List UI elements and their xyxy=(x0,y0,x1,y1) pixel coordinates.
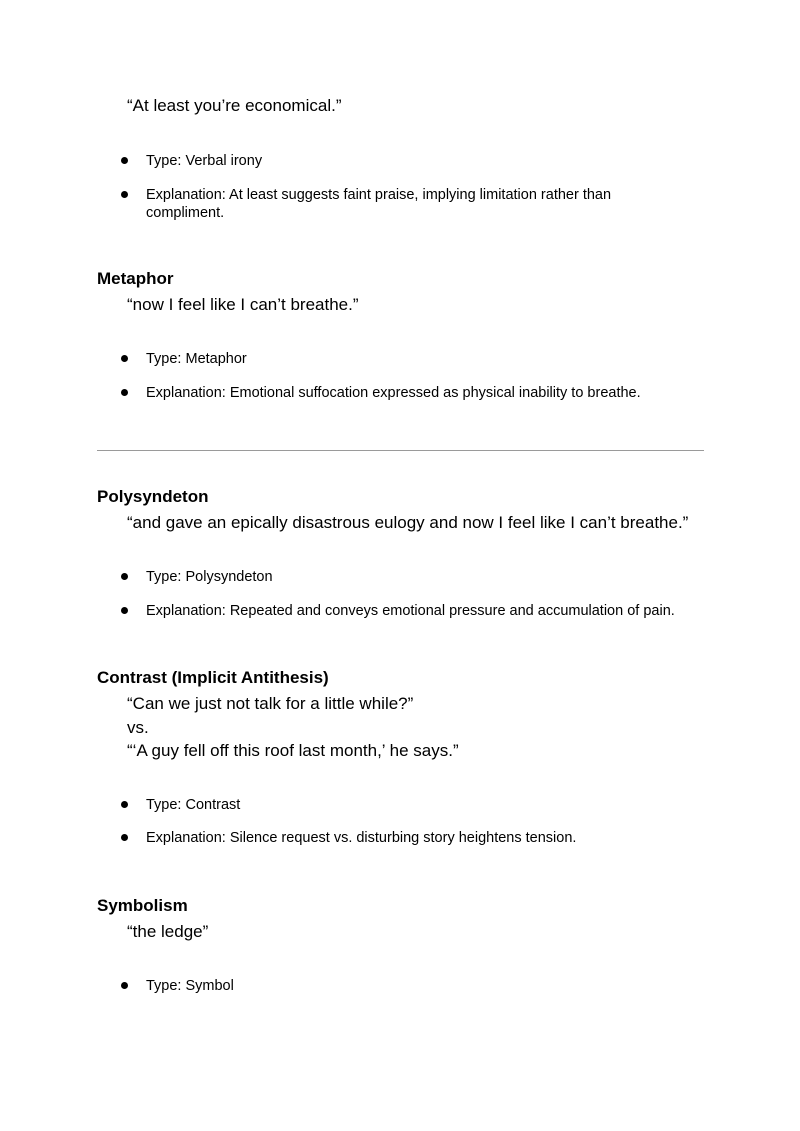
quote-text: “‘A guy fell off this roof last month,’ he says.” xyxy=(127,741,459,760)
bullet-icon xyxy=(121,355,128,362)
explanation-text: Explanation: At least suggests faint praise, implying limitation rather than compliment. xyxy=(146,187,612,221)
explanation-text: Explanation: Repeated and conveys emotional pressure and accumulation of pain. xyxy=(146,603,675,619)
type-text: Type: Metaphor xyxy=(146,351,247,367)
quote-text: “now I feel like I can’t breathe.” xyxy=(127,295,359,314)
quote-text: “At least you’re economical.” xyxy=(127,96,342,115)
bullet-icon xyxy=(121,834,128,841)
quote-text: “and gave an epically disastrous eulogy and now I feel like I can’t breathe.” xyxy=(127,513,689,532)
bullet-icon xyxy=(121,573,128,580)
explanation-text: Explanation: Silence request vs. disturbing story heightens tension. xyxy=(146,830,577,846)
section-heading: Polysyndeton xyxy=(97,487,209,506)
type-text: Type: Polysyndeton xyxy=(146,569,273,585)
bullet-icon xyxy=(121,607,128,614)
quote-text: vs. xyxy=(127,718,149,737)
type-text: Type: Contrast xyxy=(146,797,241,813)
explanation-text: Explanation: Emotional suffocation expressed as physical inability to breathe. xyxy=(146,385,641,401)
bullet-icon xyxy=(121,191,128,198)
bullet-icon xyxy=(121,801,128,808)
bullet-icon xyxy=(121,157,128,164)
type-text: Type: Symbol xyxy=(146,978,234,994)
horizontal-divider xyxy=(97,450,704,451)
bullet-icon xyxy=(121,389,128,396)
section-heading: Contrast (Implicit Antithesis) xyxy=(97,668,329,687)
bullet-icon xyxy=(121,982,128,989)
section-heading: Symbolism xyxy=(97,896,188,915)
quote-text: “Can we just not talk for a little while?” xyxy=(127,694,414,713)
quote-text: “the ledge” xyxy=(127,922,209,941)
section-heading: Metaphor xyxy=(97,269,174,288)
type-text: Type: Verbal irony xyxy=(146,153,263,169)
